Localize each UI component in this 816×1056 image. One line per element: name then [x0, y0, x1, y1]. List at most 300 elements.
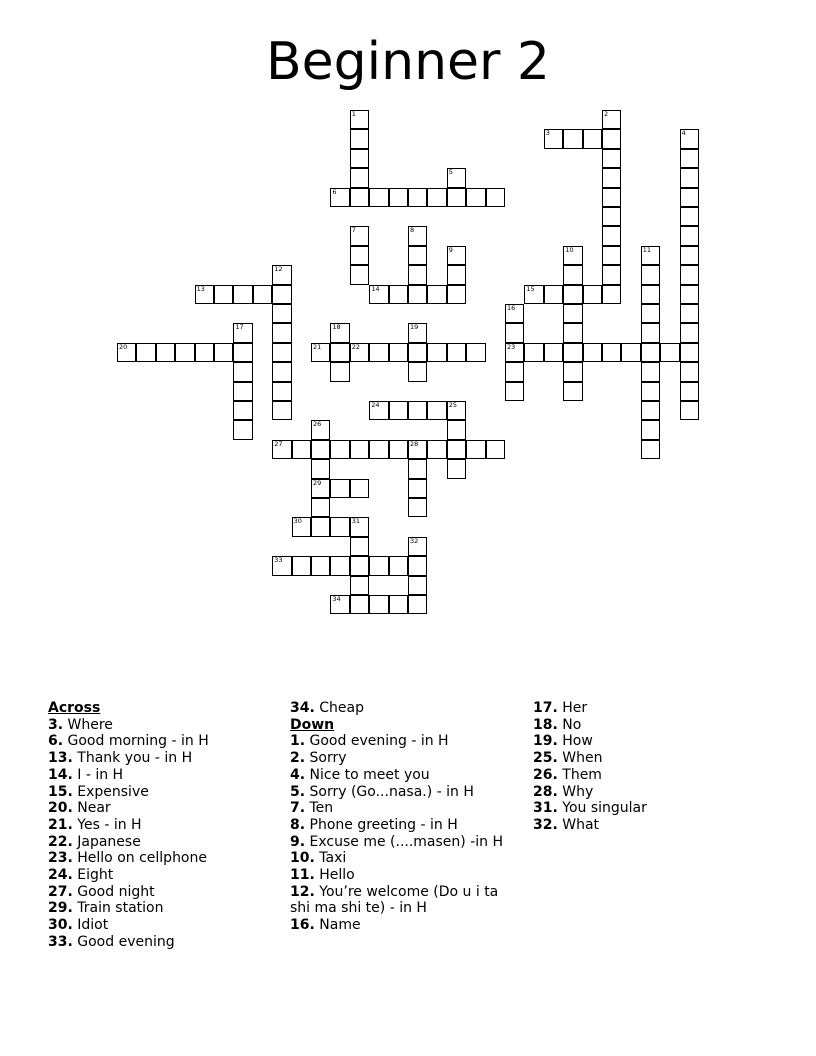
grid-cell[interactable] — [505, 304, 524, 323]
clue-number-label: 18. — [533, 716, 558, 733]
grid-cell[interactable] — [408, 246, 427, 265]
clue — [533, 750, 763, 767]
grid-cell[interactable] — [447, 188, 466, 207]
clue-number-label: 15. — [48, 783, 73, 800]
clue-number: 12 — [274, 265, 283, 274]
clue-number-label: 9. — [290, 833, 306, 850]
grid-cell[interactable] — [447, 285, 466, 304]
grid-cell[interactable] — [641, 382, 660, 401]
grid-cell[interactable] — [311, 517, 330, 536]
clue-number: 34 — [332, 595, 341, 603]
grid-cell[interactable] — [680, 265, 699, 284]
grid-cell[interactable] — [330, 595, 349, 614]
clue-number-label: 19. — [533, 733, 558, 750]
grid-cell[interactable] — [641, 246, 660, 265]
clue-number-label: 29. — [48, 900, 73, 917]
grid-cell[interactable] — [680, 362, 699, 381]
clue-number: 18 — [332, 323, 341, 332]
clue-number-label: 11. — [290, 867, 315, 884]
grid-cell[interactable] — [408, 459, 427, 478]
grid-cell[interactable] — [408, 576, 427, 595]
grid-cell[interactable] — [680, 246, 699, 265]
clue-text: Hello — [314, 867, 355, 884]
grid-cell[interactable] — [602, 343, 621, 362]
clue-number-label: 31. — [533, 800, 558, 817]
clue-text: Idiot — [72, 917, 109, 934]
grid-cell[interactable] — [272, 304, 291, 323]
clue-text: You’re welcome (Do u i ta shi ma shi te) - in H — [290, 883, 499, 917]
grid-cell[interactable] — [350, 556, 369, 575]
grid-cell[interactable] — [466, 188, 485, 207]
grid-cell[interactable] — [311, 440, 330, 459]
clue — [48, 934, 278, 951]
clue-number: 13 — [196, 284, 205, 293]
grid-cell[interactable] — [369, 188, 388, 207]
clue — [48, 917, 278, 934]
clue-number-label: 4. — [290, 766, 306, 783]
clue-text: When — [557, 750, 603, 767]
grid-cell[interactable] — [602, 188, 621, 207]
clue — [533, 784, 763, 801]
grid-cell[interactable] — [447, 265, 466, 284]
grid-cell[interactable] — [447, 459, 466, 478]
grid-cell[interactable] — [408, 556, 427, 575]
clue-number: 20 — [119, 342, 128, 351]
grid-cell[interactable] — [427, 401, 446, 420]
grid-cell[interactable] — [272, 401, 291, 420]
grid-cell[interactable] — [369, 440, 388, 459]
grid-cell[interactable] — [505, 382, 524, 401]
clue-number-label: 6. — [48, 733, 64, 750]
grid-cell[interactable] — [563, 285, 582, 304]
grid-cell[interactable] — [505, 323, 524, 342]
clue-number-label: 10. — [290, 850, 315, 867]
grid-cell[interactable] — [408, 479, 427, 498]
grid-cell[interactable] — [389, 595, 408, 614]
grid-cell[interactable] — [233, 382, 252, 401]
clue-number: 31 — [351, 517, 361, 526]
grid-cell[interactable] — [427, 343, 446, 362]
clue-number: 11 — [642, 245, 652, 254]
clue-text: Expensive — [72, 783, 149, 800]
grid-cell[interactable] — [563, 343, 582, 362]
clue — [290, 784, 520, 801]
grid-cell[interactable] — [447, 401, 466, 420]
clue-text: Japanese — [72, 833, 141, 850]
clue-number-label: 28. — [533, 783, 558, 800]
clue — [48, 717, 278, 734]
grid-cell[interactable] — [408, 401, 427, 420]
clue-number: 21 — [313, 342, 322, 351]
clue-text: Eight — [72, 867, 114, 884]
clue-text: Thank you - in H — [72, 750, 193, 767]
grid-cell[interactable] — [233, 323, 252, 342]
clue-text: No — [557, 716, 582, 733]
grid-cell[interactable] — [466, 440, 485, 459]
grid-cell[interactable] — [408, 226, 427, 245]
grid-cell[interactable] — [486, 440, 505, 459]
grid-cell[interactable] — [389, 440, 408, 459]
grid-cell[interactable] — [408, 265, 427, 284]
clue-text: Good night — [72, 883, 155, 900]
grid-cell[interactable] — [369, 401, 388, 420]
grid-cell[interactable] — [408, 188, 427, 207]
clue-number: 9 — [448, 245, 453, 254]
grid-cell[interactable] — [427, 440, 446, 459]
grid-cell[interactable] — [311, 420, 330, 439]
clue-number-label: 8. — [290, 816, 306, 833]
clue-text: Good evening - in H — [305, 733, 449, 750]
clue — [48, 733, 278, 750]
clue-text: Ten — [305, 800, 334, 817]
grid-cell[interactable] — [583, 129, 602, 148]
clue — [48, 867, 278, 884]
clue-column-1 — [48, 700, 278, 951]
grid-cell[interactable] — [136, 343, 155, 362]
grid-cell[interactable] — [680, 304, 699, 323]
grid-cell[interactable] — [272, 265, 291, 284]
clue-text: Where — [63, 716, 113, 733]
grid-cell[interactable] — [505, 343, 524, 362]
clue-number: 8 — [410, 226, 415, 235]
grid-cell[interactable] — [563, 323, 582, 342]
grid-cell[interactable] — [427, 188, 446, 207]
grid-cell[interactable] — [660, 343, 679, 362]
grid-cell[interactable] — [602, 207, 621, 226]
clue — [290, 800, 520, 817]
grid-cell[interactable] — [330, 343, 349, 362]
grid-cell[interactable] — [311, 556, 330, 575]
grid-cell[interactable] — [563, 129, 582, 148]
clue-column-3 — [533, 700, 763, 834]
clue-text: You singular — [557, 800, 647, 817]
clue — [48, 834, 278, 851]
clue-text: Name — [314, 917, 361, 934]
clue-text: Sorry (Go...nasa.) - in H — [305, 783, 474, 800]
grid-cell[interactable] — [214, 285, 233, 304]
clue — [48, 784, 278, 801]
grid-cell[interactable] — [641, 265, 660, 284]
grid-cell[interactable] — [408, 595, 427, 614]
grid-cell[interactable] — [233, 420, 252, 439]
clue-text: Nice to meet you — [305, 766, 430, 783]
grid-cell[interactable] — [253, 285, 272, 304]
clue — [290, 817, 520, 834]
grid-cell[interactable] — [389, 188, 408, 207]
clue — [533, 800, 763, 817]
grid-cell[interactable] — [641, 420, 660, 439]
grid-cell[interactable] — [641, 304, 660, 323]
clue — [533, 817, 763, 834]
grid-cell[interactable] — [350, 343, 369, 362]
clue-text: How — [557, 733, 593, 750]
grid-cell[interactable] — [408, 362, 427, 381]
grid-cell[interactable] — [272, 285, 291, 304]
grid-cell[interactable] — [214, 343, 233, 362]
grid-cell[interactable] — [233, 285, 252, 304]
grid-cell[interactable] — [602, 246, 621, 265]
grid-cell[interactable] — [311, 498, 330, 517]
clue — [48, 900, 278, 917]
clue-number: 15 — [526, 284, 535, 293]
grid-cell[interactable] — [117, 343, 136, 362]
clue — [48, 800, 278, 817]
clue-number: 1 — [351, 110, 356, 118]
clue-number: 2 — [604, 110, 609, 118]
grid-cell[interactable] — [583, 343, 602, 362]
clue-number: 4 — [681, 129, 686, 138]
grid-cell[interactable] — [292, 440, 311, 459]
grid-cell[interactable] — [408, 498, 427, 517]
grid-cell[interactable] — [544, 129, 563, 148]
grid-cell[interactable] — [330, 556, 349, 575]
grid-cell[interactable] — [350, 246, 369, 265]
grid-cell[interactable] — [350, 168, 369, 187]
clue-number-label: 25. — [533, 750, 558, 767]
clue — [290, 850, 520, 867]
grid-cell[interactable] — [292, 556, 311, 575]
grid-cell[interactable] — [350, 595, 369, 614]
clue-number-label: 14. — [48, 766, 73, 783]
grid-cell[interactable] — [369, 285, 388, 304]
clue-number-label: 13. — [48, 750, 73, 767]
grid-cell[interactable] — [292, 517, 311, 536]
grid-cell[interactable] — [524, 285, 543, 304]
grid-cell[interactable] — [447, 168, 466, 187]
clue-number-label: 20. — [48, 800, 73, 817]
clue-text: Good evening — [72, 933, 175, 950]
grid-cell[interactable] — [486, 188, 505, 207]
grid-cell[interactable] — [602, 149, 621, 168]
grid-cell[interactable] — [330, 479, 349, 498]
across-heading: Across — [48, 700, 101, 716]
clue-text: Yes - in H — [72, 816, 142, 833]
grid-cell[interactable] — [505, 362, 524, 381]
grid-cell[interactable] — [680, 382, 699, 401]
grid-cell[interactable] — [389, 285, 408, 304]
grid-cell[interactable] — [447, 246, 466, 265]
clue-text: What — [557, 816, 600, 833]
grid-cell[interactable] — [272, 440, 291, 459]
clue-number: 19 — [410, 323, 419, 332]
grid-cell[interactable] — [350, 479, 369, 498]
grid-cell[interactable] — [563, 362, 582, 381]
grid-cell[interactable] — [583, 285, 602, 304]
clue-number-label: 3. — [48, 716, 64, 733]
grid-cell[interactable] — [350, 265, 369, 284]
clue-number: 3 — [545, 129, 550, 138]
grid-cell[interactable] — [544, 285, 563, 304]
clue-number-label: 1. — [290, 733, 306, 750]
grid-cell[interactable] — [350, 188, 369, 207]
grid-cell[interactable] — [408, 323, 427, 342]
clue-number-label: 32. — [533, 816, 558, 833]
grid-cell[interactable] — [466, 343, 485, 362]
clue-number: 14 — [371, 284, 380, 293]
grid-cell[interactable] — [544, 343, 563, 362]
clue-number-label: 22. — [48, 833, 73, 850]
grid-cell[interactable] — [233, 362, 252, 381]
clue-number: 7 — [351, 226, 356, 235]
clue-text: Them — [557, 766, 602, 783]
page-title: Beginner 2 — [265, 32, 551, 92]
clue-number-label: 24. — [48, 867, 73, 884]
grid-cell[interactable] — [233, 401, 252, 420]
grid-cell[interactable] — [272, 323, 291, 342]
clue-number: 30 — [293, 517, 302, 526]
grid-cell[interactable] — [330, 188, 349, 207]
clue — [533, 717, 763, 734]
clue — [290, 834, 520, 851]
clue — [290, 917, 520, 934]
grid-cell[interactable] — [350, 129, 369, 148]
grid-cell[interactable] — [350, 576, 369, 595]
grid-cell[interactable] — [680, 149, 699, 168]
clue-text: I - in H — [72, 766, 124, 783]
grid-cell[interactable] — [272, 556, 291, 575]
clue-text: Taxi — [314, 850, 347, 867]
clue-text: Hello on cellphone — [72, 850, 207, 867]
clue-text: Good morning - in H — [63, 733, 209, 750]
grid-cell[interactable] — [680, 285, 699, 304]
grid-cell[interactable] — [602, 129, 621, 148]
clue — [533, 733, 763, 750]
clue-number: 29 — [313, 478, 322, 487]
grid-cell[interactable] — [680, 188, 699, 207]
clue — [533, 767, 763, 784]
grid-cell[interactable] — [272, 343, 291, 362]
grid-cell[interactable] — [311, 479, 330, 498]
clue — [290, 750, 520, 767]
grid-cell[interactable] — [350, 110, 369, 129]
grid-cell[interactable] — [369, 556, 388, 575]
grid-cell[interactable] — [524, 343, 543, 362]
grid-cell[interactable] — [330, 440, 349, 459]
clue-number-label: 23. — [48, 850, 73, 867]
clue — [290, 884, 520, 917]
grid-cell[interactable] — [680, 401, 699, 420]
grid-cell[interactable] — [330, 323, 349, 342]
grid-cell[interactable] — [641, 343, 660, 362]
grid-cell[interactable] — [602, 226, 621, 245]
clue-number-label: 12. — [290, 883, 315, 900]
clue-text: Near — [72, 800, 111, 817]
grid-cell[interactable] — [330, 362, 349, 381]
grid-cell[interactable] — [408, 537, 427, 556]
grid-cell[interactable] — [350, 537, 369, 556]
clue-text: Excuse me (....masen) -in H — [305, 833, 503, 850]
grid-cell[interactable] — [602, 168, 621, 187]
grid-cell[interactable] — [680, 323, 699, 342]
grid-cell[interactable] — [195, 285, 214, 304]
grid-cell[interactable] — [311, 343, 330, 362]
clue — [533, 700, 763, 717]
clue-number: 5 — [448, 168, 453, 177]
clue-column-2 — [290, 700, 520, 934]
clue-number-label: 17. — [533, 700, 558, 716]
grid-cell[interactable] — [272, 362, 291, 381]
clue-number: 27 — [274, 439, 283, 448]
grid-cell[interactable] — [195, 343, 214, 362]
grid-cell[interactable] — [389, 401, 408, 420]
grid-cell[interactable] — [680, 226, 699, 245]
grid-cell[interactable] — [680, 129, 699, 148]
grid-cell[interactable] — [408, 285, 427, 304]
grid-cell[interactable] — [369, 595, 388, 614]
grid-cell[interactable] — [641, 440, 660, 459]
clue — [48, 884, 278, 901]
clue-number-label: 30. — [48, 917, 73, 934]
clue-number: 16 — [507, 304, 516, 312]
clue-text: Her — [557, 700, 588, 716]
clue — [290, 767, 520, 784]
clue — [48, 817, 278, 834]
clue-number: 32 — [410, 536, 419, 545]
clue-number: 26 — [313, 420, 322, 429]
grid-cell[interactable] — [447, 420, 466, 439]
clue-number: 33 — [274, 556, 283, 565]
clue-number: 10 — [565, 245, 574, 254]
clue — [290, 733, 520, 750]
grid-cell[interactable] — [641, 401, 660, 420]
grid-cell[interactable] — [330, 517, 349, 536]
grid-cell[interactable] — [621, 343, 640, 362]
grid-cell[interactable] — [602, 285, 621, 304]
grid-cell[interactable] — [350, 517, 369, 536]
grid-cell[interactable] — [680, 343, 699, 362]
grid-cell[interactable] — [350, 226, 369, 245]
grid-cell[interactable] — [311, 459, 330, 478]
grid-cell[interactable] — [680, 207, 699, 226]
clue-number-label: 34. — [290, 700, 315, 716]
grid-cell[interactable] — [408, 343, 427, 362]
grid-cell[interactable] — [563, 265, 582, 284]
clue — [48, 767, 278, 784]
grid-cell[interactable] — [563, 246, 582, 265]
grid-cell[interactable] — [427, 285, 446, 304]
grid-cell[interactable] — [389, 343, 408, 362]
grid-cell[interactable] — [602, 110, 621, 129]
clue-number-label: 16. — [290, 917, 315, 934]
clue-number: 28 — [410, 439, 419, 448]
clue-text: Sorry — [305, 750, 347, 767]
grid-cell[interactable] — [641, 362, 660, 381]
grid-cell[interactable] — [408, 440, 427, 459]
grid-cell[interactable] — [641, 323, 660, 342]
clue-number-label: 5. — [290, 783, 306, 800]
grid-cell[interactable] — [175, 343, 194, 362]
clue-number: 23 — [507, 342, 516, 351]
grid-cell[interactable] — [156, 343, 175, 362]
grid-cell[interactable] — [350, 440, 369, 459]
clue — [290, 867, 520, 884]
grid-cell[interactable] — [272, 382, 291, 401]
grid-cell[interactable] — [350, 149, 369, 168]
grid-cell[interactable] — [447, 343, 466, 362]
grid-cell[interactable] — [641, 285, 660, 304]
grid-cell[interactable] — [563, 304, 582, 323]
grid-cell[interactable] — [602, 265, 621, 284]
grid-cell[interactable] — [233, 343, 252, 362]
clue-number: 24 — [371, 401, 380, 409]
grid-cell[interactable] — [389, 556, 408, 575]
grid-cell[interactable] — [680, 168, 699, 187]
grid-cell[interactable] — [369, 343, 388, 362]
grid-cell[interactable] — [447, 440, 466, 459]
clue-number: 25 — [448, 401, 458, 409]
grid-cell[interactable] — [563, 382, 582, 401]
clue-number-label: 26. — [533, 766, 558, 783]
